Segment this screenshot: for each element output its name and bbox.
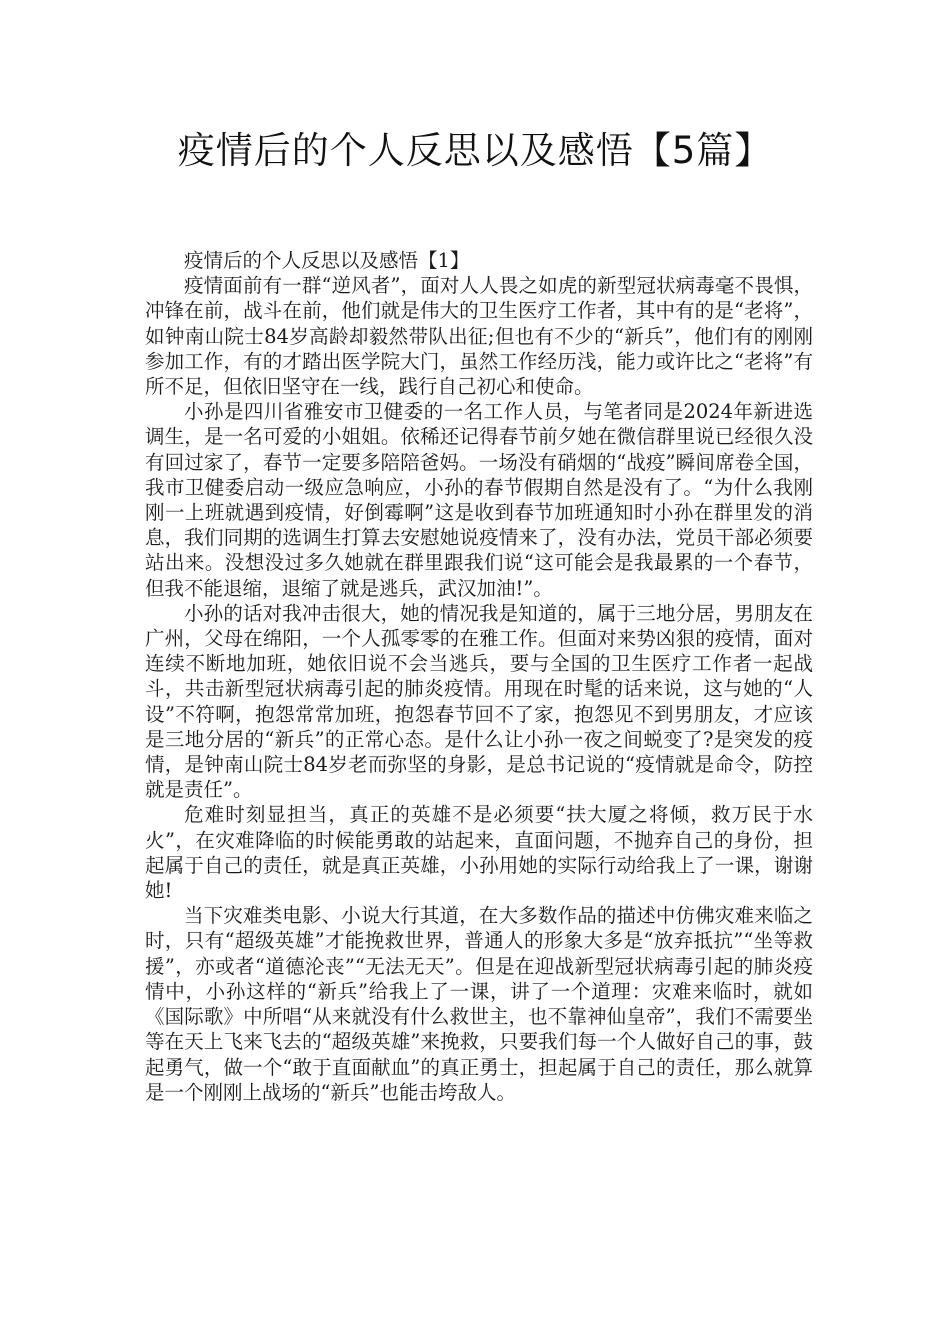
paragraph-3: 小孙的话对我冲击很大，她的情况我是知道的，属于三地分居，男朋友在广州，父母在绵阳，一个人孤零零的在雅工作。但面对来势凶狠的疫情，面对连续不断地加班，她依旧说不会当逃兵，要与全国的卫生医疗工作者一起战斗，共击新型冠状病毒引起的肺炎疫情。用现在时髦的话来说，这与她的“人设”不符啊，抱怨常常加班，抱怨春节回不了家，抱怨见不到男朋友，才应该是三地分居的“新兵”的正常心态。是什么让小孙一夜之间蜕变了?是突发的疫情，是钟南山院士84岁老而弥坚的身影，是总书记说的“疫情就是命令，防控就是责任”。 [145, 601, 813, 802]
document-body [145, 248, 813, 1105]
paragraph-1: 疫情面前有一群“逆风者”，面对人人畏之如虎的新型冠状病毒毫不畏惧，冲锋在前，战斗在前，他们就是伟大的卫生医疗工作者，其中有的是“老将”，如钟南山院士84岁高龄却毅然带队出征;但也有不少的“新兵”，他们有的刚刚参加工作，有的才踏出医学院大门，虽然工作经历浅，能力或许比之“老将”有所不足，但依旧坚守在一线，践行自己初心和使命。 [145, 274, 813, 399]
document-title: 疫情后的个人反思以及感悟【5篇】 [177, 129, 773, 172]
section-heading: 疫情后的个人反思以及感悟【1】 [184, 249, 470, 272]
paragraph-5: 当下灾难类电影、小说大行其道，在大多数作品的描述中仿佛灾难来临之时，只有“超级英雄”才能挽救世界，普通人的形象大多是“放弃抵抗”“坐等救援”，亦或者“道德沦丧”“无法无天”。但是在迎战新型冠状病毒引起的肺炎疫情中，小孙这样的“新兵”给我上了一课，讲了一个道理：灾难来临时，就如《国际歌》中所唱“从来就没有什么救世主，也不靠神仙皇帝”，我们不需要坐等在天上飞来飞去的“超级英雄”来挽救，只要我们每一个人做好自己的事，鼓起勇气，做一个“敢于直面献血”的真正勇士，担起属于自己的责任，那么就算是一个刚刚上战场的“新兵”也能击垮敌人。 [145, 904, 813, 1104]
paragraph-2: 小孙是四川省雅安市卫健委的一名工作人员，与笔者同是2024年新进选调生，是一名可爱的小姐姐。依稀还记得春节前夕她在微信群里说已经很久没有回过家了，春节一定要多陪陪爸妈。一场没有硝烟的“战疫”瞬间席卷全国，我市卫健委启动一级应急响应，小孙的春节假期自然是没有了。“为什么我刚刚一上班就遇到疫情，好倒霉啊”这是收到春节加班通知时小孙在群里发的消息，我们同期的选调生打算去安慰她说疫情来了，没有办法，党员干部必须要站出来。没想没过多久她就在群里跟我们说“这可能会是我最累的一个春节，但我不能退缩，退缩了就是逃兵，武汉加油!”。 [145, 400, 813, 600]
paragraph-4: 危难时刻显担当，真正的英雄不是必须要“扶大厦之将倾，救万民于水火”，在灾难降临的时候能勇敢的站起来，直面问题，不抛弃自己的身份，担起属于自己的责任，就是真正英雄，小孙用她的实际行动给我上了一课，谢谢她! [145, 803, 813, 903]
